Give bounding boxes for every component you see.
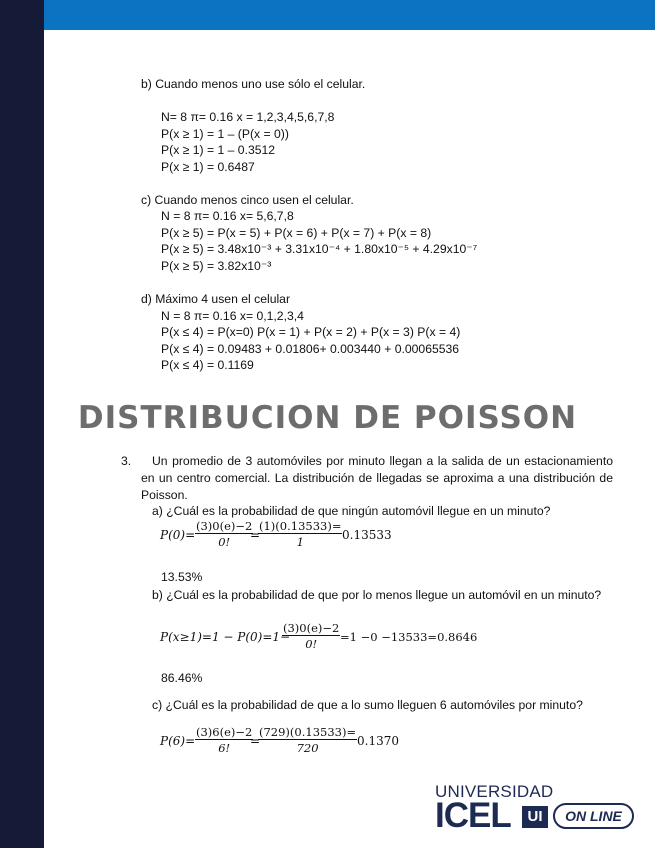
formula-c-equals: = bbox=[250, 734, 261, 748]
formula-a-fraction-1 bbox=[195, 519, 253, 550]
section-b-line: P(x ≥ 1) = 1 – (P(x = 0)) bbox=[161, 127, 289, 141]
formula-a-lhs: P(0)= bbox=[160, 528, 196, 542]
fraction-denominator: 720 bbox=[296, 741, 319, 755]
question-b: b) ¿Cuál es la probabilidad de que por lo menos llegue un automóvil en un minuto? bbox=[152, 588, 602, 602]
fraction-numerator: (3)0(e)−2 bbox=[283, 621, 340, 635]
section-c-heading: c) Cuando menos cinco usen el celular. bbox=[141, 193, 354, 207]
logo-line-icel: ICEL bbox=[435, 796, 511, 835]
fraction-denominator: 6! bbox=[218, 741, 231, 755]
formula-b-result: =1 −0 −13533=0.8646 bbox=[340, 630, 478, 644]
section-c-line: N = 8 π= 0.16 x= 5,6,7,8 bbox=[161, 209, 294, 223]
fraction-denominator: 0! bbox=[218, 535, 231, 549]
logo-line-universidad: UNIVERSIDAD bbox=[435, 782, 554, 801]
page-title: DISTRIBUCION DE POISSON bbox=[77, 400, 578, 436]
formula-c-result: 0.1370 bbox=[357, 734, 399, 748]
formula-b-fraction bbox=[282, 621, 340, 652]
formula-c-fraction-1 bbox=[195, 725, 253, 756]
section-b-line: N= 8 π= 0.16 x = 1,2,3,4,5,6,7,8 bbox=[161, 110, 335, 124]
section-b-heading: b) Cuando menos uno use sólo el celular. bbox=[141, 77, 366, 91]
formula-a-fraction-2 bbox=[258, 519, 342, 550]
section-d-line: N = 8 π= 0.16 x= 0,1,2,3,4 bbox=[161, 309, 304, 323]
question-a: a) ¿Cuál es la probabilidad de que ningún automóvil llegue en un minuto? bbox=[152, 504, 551, 518]
section-d-heading: d) Máximo 4 usen el celular bbox=[141, 292, 291, 306]
formula-c-lhs: P(6)= bbox=[160, 734, 196, 748]
section-b-line: P(x ≥ 1) = 1 – 0.3512 bbox=[161, 143, 276, 157]
section-b-line: P(x ≥ 1) = 0.6487 bbox=[161, 160, 255, 174]
section-d-line: P(x ≤ 4) = 0.09483 + 0.01806+ 0.003440 + 0.00065536 bbox=[161, 342, 460, 356]
formula-a-result: 0.13533 bbox=[342, 528, 392, 542]
fraction-numerator: (1)(0.13533)= bbox=[259, 519, 342, 533]
section-c-line: P(x ≥ 5) = 3.82x10⁻³ bbox=[161, 259, 272, 273]
answer-b: 86.46% bbox=[161, 671, 203, 685]
formula-b-lhs: P(x≥1)=1 − P(0)=1− bbox=[160, 630, 291, 644]
problem-number: 3. bbox=[121, 454, 132, 468]
fraction-denominator: 0! bbox=[305, 637, 318, 651]
logo-ui-badge: UI bbox=[522, 806, 548, 828]
logo-online-badge: ON LINE bbox=[553, 803, 634, 829]
formula-c-fraction-2 bbox=[258, 725, 357, 756]
university-logo bbox=[435, 782, 635, 835]
fraction-numerator: (729)(0.13533)= bbox=[259, 725, 357, 739]
fraction-numerator: (3)0(e)−2 bbox=[196, 519, 253, 533]
fraction-numerator: (3)6(e)−2 bbox=[196, 725, 253, 739]
section-c-line: P(x ≥ 5) = 3.48x10⁻³ + 3.31x10⁻⁴ + 1.80x10⁻⁵ + 4.29x10⁻⁷ bbox=[161, 242, 478, 256]
section-c-line: P(x ≥ 5) = P(x = 5) + P(x = 6) + P(x = 7) + P(x = 8) bbox=[161, 226, 432, 240]
problem-statement: Un promedio de 3 automóviles por minuto llegan a la salida de un estacionamiento en un centro comercial. La distribución de llegadas se aproxima a una distribución de Poisson. bbox=[141, 454, 613, 502]
formula-a-equals: = bbox=[250, 528, 261, 542]
section-d-line: P(x ≤ 4) = 0.1169 bbox=[161, 358, 254, 372]
fraction-denominator: 1 bbox=[296, 535, 304, 549]
question-c: c) ¿Cuál es la probabilidad de que a lo sumo lleguen 6 automóviles por minuto? bbox=[152, 698, 583, 712]
section-d-line: P(x ≤ 4) = P(x=0) P(x = 1) + P(x = 2) + P(x = 3) P(x = 4) bbox=[161, 325, 461, 339]
answer-a: 13.53% bbox=[161, 570, 203, 584]
